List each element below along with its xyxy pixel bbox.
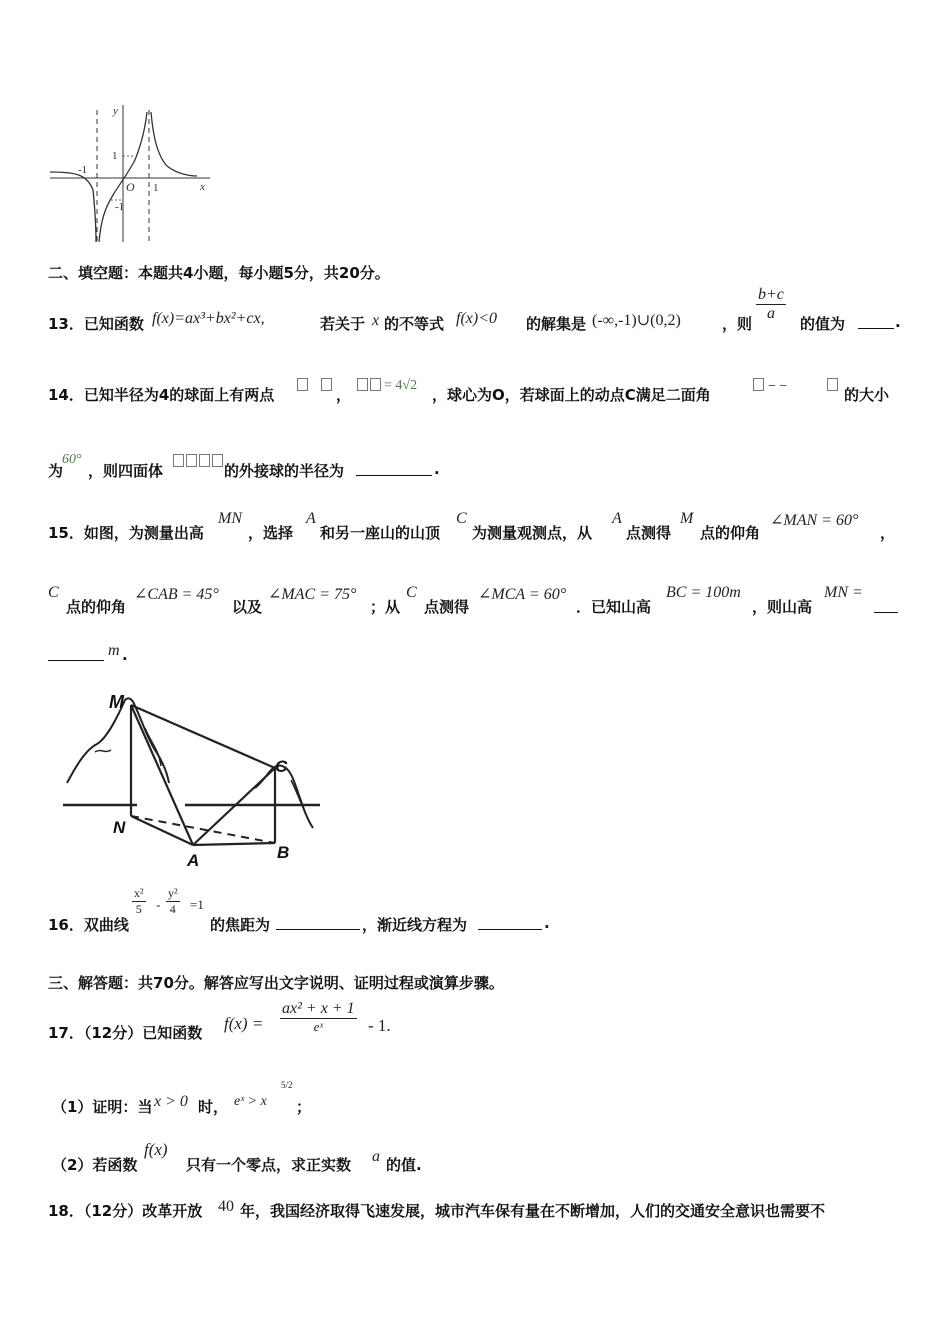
q15-angle-mca: ∠MCA = 60° [478, 586, 567, 603]
q13-text-4: ，则 [722, 315, 753, 333]
q16-x2: x² [134, 886, 144, 900]
q17-part1-text-2: 时， [198, 1098, 229, 1116]
q15-mn: MN [218, 510, 242, 527]
q16-frac-y [166, 886, 180, 917]
q18-text-2: 年，我国经济取得飞速发展，城市汽车保有量在不断增加，人们的交通安全意识也需要不 [240, 1202, 826, 1220]
q14-angle: 60° [62, 452, 82, 467]
q16-end-dot: . [544, 914, 550, 932]
graph-tick-ym1: -1 [115, 201, 125, 213]
q17-fx: f(x) = [224, 1014, 264, 1033]
q14-text-2: ，球心为O，若球面上的动点C满足二面角 [432, 386, 711, 404]
q16-y2: y² [168, 886, 178, 900]
q16-answer-blank-a[interactable] [276, 929, 360, 930]
q14-comma: ， [336, 386, 352, 404]
q15-point-c: C [456, 510, 467, 527]
fig15-label-m: M [109, 692, 124, 712]
graph-y-label: y [113, 105, 118, 117]
q13-text-5: 的值为 [800, 315, 846, 333]
q18-forty: 40 [218, 1198, 234, 1215]
q13-number: 13．已知函数 [48, 315, 144, 333]
q17-part1-ineq: eˣ > x [234, 1094, 267, 1109]
q14-end-dot: . [434, 460, 440, 478]
q17-part1-text-1: （1）证明：当 [52, 1098, 153, 1116]
q15-bc-height: BC = 100m [666, 584, 741, 601]
q13-text-2: 的不等式 [384, 315, 445, 333]
q15-text-8: 点的仰角 [66, 598, 127, 616]
q15-text-2: ，选择 [248, 524, 294, 542]
graph-x-label: x [200, 181, 205, 193]
q14-text-1: 14．已知半径为4的球面上有两点 [48, 386, 275, 404]
fig15-label-a: A [187, 851, 200, 870]
q15-point-c-3: C [406, 584, 417, 601]
graph-origin: O [126, 180, 135, 194]
q17-fraction [280, 1000, 357, 1035]
section-2-title: 二、填空题：本题共4小题，每小题5分，共20分。 [48, 264, 390, 282]
q17-part1-cond: x > 0 [154, 1093, 188, 1110]
q15-answer-blank-a[interactable] [874, 612, 898, 613]
q14-tetra-placeholder [172, 454, 224, 470]
q17-part1-text-3: ； [296, 1098, 312, 1116]
q15-point-a: A [306, 510, 316, 527]
q15-text-1: 15．如图，为测量出高 [48, 524, 204, 542]
q14-ab-length: = 4√2 [384, 378, 418, 393]
q18-text-1: 18．（12分）改革开放 [48, 1202, 203, 1220]
q15-text-4: 为测量观测点，从 [472, 524, 593, 542]
q16-text-3: ，渐近线方程为 [362, 916, 468, 934]
q16-answer-blank-b[interactable] [478, 929, 542, 930]
q16-eq1: =1 [190, 897, 204, 912]
fig15-label-n: N [113, 818, 126, 837]
q16-text-1: 16．双曲线 [48, 916, 129, 934]
q15-mn-eq: MN = [824, 584, 863, 601]
section-3-title: 三、解答题：共70分。解答应写出文字说明、证明过程或演算步骤。 [48, 974, 504, 992]
q15-text-10: ；从 [370, 598, 401, 616]
q16-frac-x [132, 886, 146, 917]
q16-text-2: 的焦距为 [210, 916, 271, 934]
q14-answer-blank[interactable] [356, 475, 432, 476]
q13-end-dot: . [895, 313, 901, 331]
q15-text-6: 点的仰角 [700, 524, 761, 542]
function-graph [45, 100, 220, 245]
q17-part1-exp: 5/2 [281, 1080, 293, 1090]
q15-unit-m: m [108, 642, 120, 659]
q15-answer-blank-b[interactable] [48, 660, 104, 661]
q17-part2-text-2: 只有一个零点，求正实数 [186, 1156, 352, 1174]
q15-text-3: 和另一座山的山顶 [320, 524, 441, 542]
q13-inequality: f(x)<0 [456, 310, 497, 327]
q16-five: 5 [135, 902, 142, 916]
q16-minus: - [156, 897, 161, 912]
q15-angle-cab: ∠CAB = 45° [134, 586, 219, 603]
q14-text-6: 的外接球的半径为 [224, 462, 345, 480]
q13-function: f(x)=ax³+bx²+cx, [152, 310, 265, 327]
q14-point-placeholder-a [296, 378, 309, 394]
q17-part2-text-1: （2）若函数 [52, 1156, 138, 1174]
q14-dihedral-placeholder [752, 378, 765, 394]
fig15-label-c: C [275, 757, 288, 776]
q17-tail: - 1. [368, 1016, 391, 1035]
q14-segment-placeholder [356, 378, 382, 394]
q17-text-1: 17．（12分）已知函数 [48, 1024, 203, 1042]
q13-frac-num: b+c [758, 286, 784, 303]
q15-point-c-2: C [48, 584, 59, 601]
q17-frac-num: ax² + x + 1 [282, 1000, 355, 1017]
q13-text-1: 若关于 [320, 315, 366, 333]
q14-text-5: ，则四面体 [88, 462, 164, 480]
q13-var-x: x [372, 312, 380, 329]
q14-text-3: 的大小 [844, 386, 890, 404]
q15-text-7: ， [880, 524, 896, 542]
q15-point-m: M [680, 510, 694, 527]
q13-answer-blank[interactable] [858, 328, 894, 329]
q15-angle-mac: ∠MAC = 75° [268, 586, 357, 603]
graph-tick-xm1: -1 [78, 164, 88, 176]
q17-part2-var-a: a [372, 1148, 380, 1165]
graph-tick-x1: 1 [153, 182, 159, 194]
q14-text-4: 为 [48, 462, 64, 480]
q15-angle-man: ∠MAN = 60° [770, 512, 859, 529]
q13-frac-den: a [766, 305, 775, 322]
q17-part2-fx: f(x) [144, 1140, 168, 1159]
q13-solution-set: (-∞,-1)∪(0,2) [592, 312, 681, 329]
q15-text-5: 点测得 [626, 524, 672, 542]
q14-dihedral-placeholder-2 [826, 378, 839, 394]
q14-point-placeholder-b [320, 378, 333, 394]
q17-frac-den: eˣ [313, 1019, 324, 1034]
q13-text-3: 的解集是 [526, 315, 587, 333]
q15-point-a-2: A [612, 510, 622, 527]
q15-text-11: 点测得 [424, 598, 470, 616]
q14-dihedral-dashes: − − [768, 379, 788, 394]
fig15-label-b: B [277, 843, 290, 862]
q15-text-12: ．已知山高 [576, 598, 652, 616]
q15-text-9: 以及 [232, 598, 263, 616]
q15-mountain-figure [55, 688, 330, 873]
q17-part2-text-3: 的值. [386, 1156, 422, 1174]
q15-text-13: ，则山高 [752, 598, 813, 616]
q13-fraction [756, 286, 786, 323]
q15-end-dot: . [122, 646, 128, 664]
q16-four: 4 [169, 902, 176, 916]
graph-tick-y1: 1 [112, 150, 118, 162]
